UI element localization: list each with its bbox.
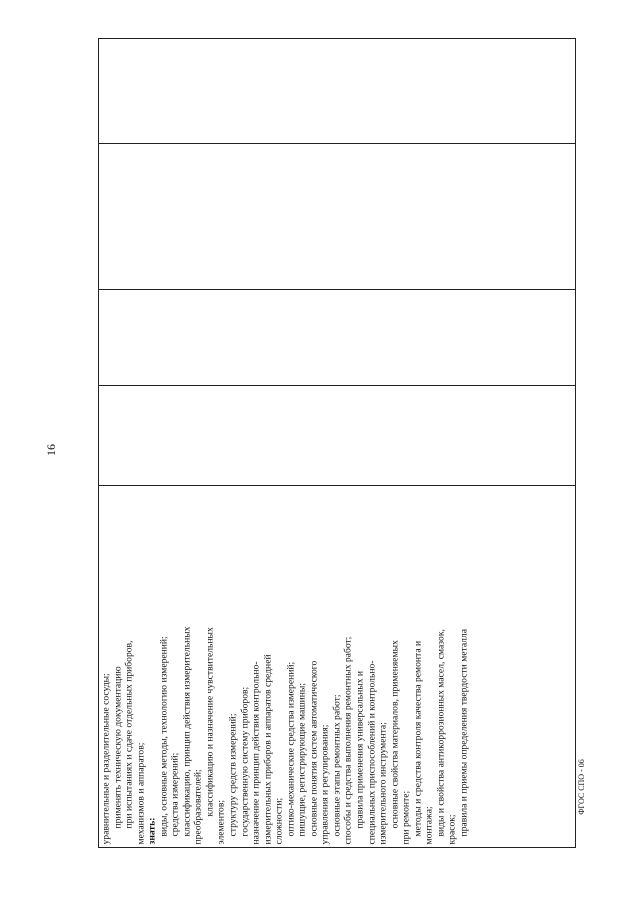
text-line: назначение и принцип действия контрольно-	[250, 660, 262, 844]
table-row-divider-3	[99, 385, 575, 386]
text-line: структуру средств измерений;	[227, 713, 239, 836]
text-line: при ремонте;	[400, 790, 412, 844]
text-line: красок;	[446, 813, 458, 844]
text-line: основные свойства материалов, применяемых	[388, 639, 400, 828]
requirements-text	[98, 485, 576, 848]
table-row-divider-1	[99, 143, 575, 144]
text-line: применять техническую документацию	[111, 665, 123, 828]
text-line: специальных приспособлений и контрольно-	[365, 660, 377, 844]
text-line: измерительного инструмента;	[377, 721, 389, 844]
table-row-divider-2	[99, 289, 575, 290]
text-line: виды и свойства антикоррозионных масел, смазок,	[434, 628, 446, 836]
text-line: методы и средства контроля качества ремонта и	[411, 640, 423, 836]
text-line: основные этапы ремонтных работ;	[330, 693, 342, 836]
text-line: основные понятия систем автоматического	[307, 660, 319, 836]
text-line: преобразователей;	[192, 768, 204, 844]
text-line: знать:	[146, 817, 158, 844]
text-line: механизмов и аппаратов;	[134, 742, 146, 844]
text-line: классификацию, принцип действия измерительных	[180, 626, 192, 836]
page-number: 16	[44, 444, 58, 456]
text-line: при испытаниях и сдаче отдельных приборов,	[123, 640, 135, 828]
text-line: элементов;	[215, 799, 227, 844]
text-line: виды, основные методы, технологию измерений;	[157, 635, 169, 836]
text-line: государственную систему приборов;	[238, 686, 250, 836]
text-line: пишущие, регистрирующие машины;	[296, 682, 308, 836]
footer-code: ФГОС СПО - 06	[577, 759, 586, 815]
text-line: монтажа;	[423, 805, 435, 844]
text-line: управления и регулирования;	[319, 724, 331, 844]
text-line: средства измерений;	[169, 752, 181, 836]
requirements-cell	[98, 485, 576, 848]
text-line: классификацию и назначение чувствительных	[203, 626, 215, 816]
text-line: сложности;	[273, 797, 285, 844]
text-line: правила и приемы определения твердости металла	[457, 628, 469, 836]
text-line: способы и средства выполнения ремонтных работ;	[342, 636, 354, 844]
text-line: правила применения универсальных и	[354, 670, 366, 828]
text-line: измерительных приборов и аппаратов средней	[261, 653, 273, 844]
text-line: уравнительные и разделительные сосуды;	[100, 672, 111, 844]
text-line: оптико-механические средства измерений;	[284, 661, 296, 836]
